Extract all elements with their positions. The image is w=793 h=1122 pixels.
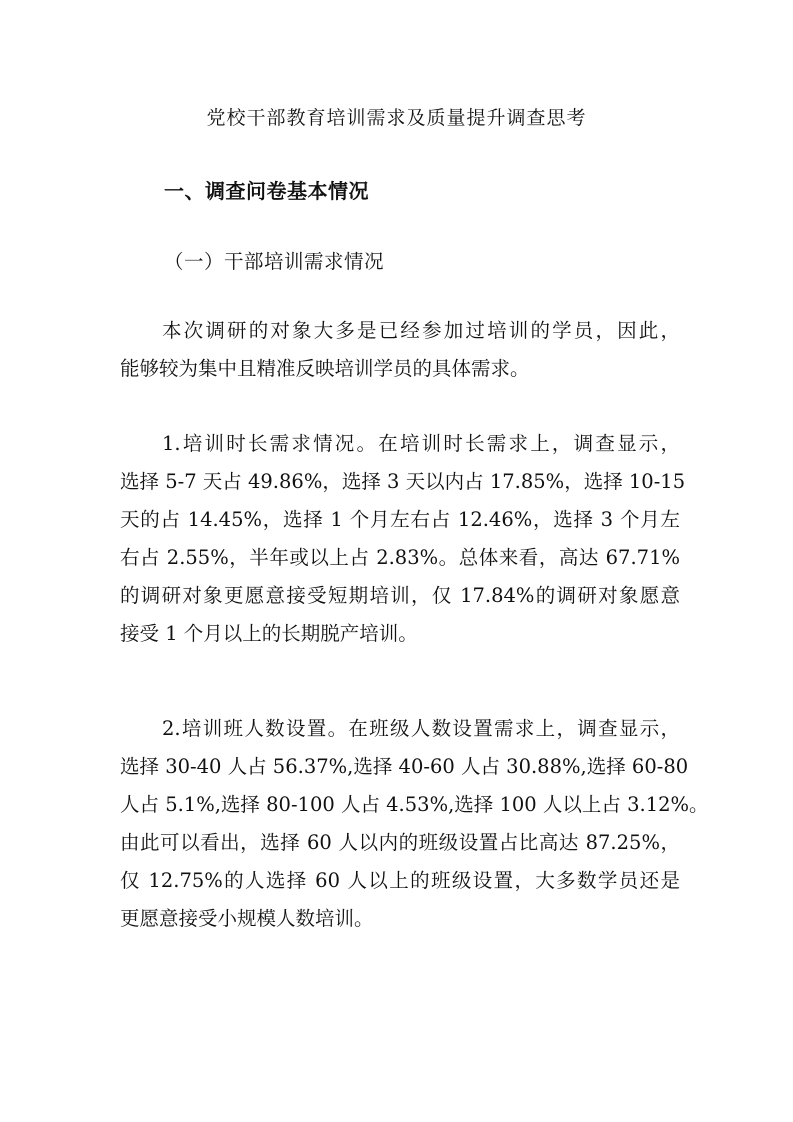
paragraph-line: 天的占 14.45%，选择 1 个月左右占 12.46%，选择 3 个月左 [120,508,680,531]
paragraph-line: 1.培训时长需求情况。在培训时长需求上，调查显示， [162,432,680,455]
document-title: 党校干部教育培训需求及质量提升调查思考 [206,107,587,129]
paragraph-line: 仅 12.75%的人选择 60 人以上的班级设置，大多数学员还是 [120,869,680,892]
paragraph-line: 由此可以看出，选择 60 人以内的班级设置占比高达 87.25%， [120,831,680,854]
paragraph-line: 更愿意接受小规模人数培训。 [120,907,374,930]
paragraph-line: 右占 2.55%，半年或以上占 2.83%。总体来看，高达 67.71% [120,546,680,569]
paragraph-training-duration [120,425,686,653]
paragraph-line: 2.培训班人数设置。在班级人数设置需求上，调查显示， [162,717,680,740]
paragraph-line: 选择 5-7 天占 49.86%，选择 3 天以内占 17.85%，选择 10-15 [120,470,686,493]
paragraph-line: 能够较为集中且精准反映培训学员的具体需求。 [120,357,530,380]
subsection-heading: （一）干部培训需求情况 [164,250,385,273]
paragraph-intro [120,312,680,388]
paragraph-line: 的调研对象更愿意接受短期培训，仅 17.84%的调研对象愿意 [120,584,680,607]
paragraph-line: 本次调研的对象大多是已经参加过培训的学员，因此， [162,319,680,342]
paragraph-class-size [120,710,709,938]
paragraph-line: 选择 30-40 人占 56.37%,选择 40-60 人占 30.88%,选择 60-80 [120,755,689,778]
section-heading: 一、调查问卷基本情况 [164,179,369,203]
paragraph-line: 人占 5.1%,选择 80-100 人占 4.53%,选择 100 人以上占 3.12%。 [120,793,709,816]
paragraph-line: 接受 1 个月以上的长期脱产培训。 [120,622,418,645]
